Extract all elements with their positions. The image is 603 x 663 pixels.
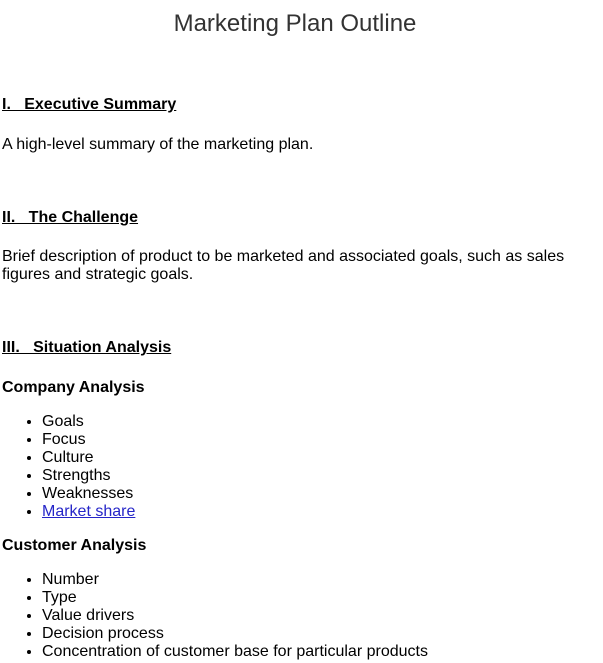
list-item: • Focus <box>42 431 135 449</box>
section-heading-the-challenge: II. The Challenge <box>2 209 139 226</box>
list-item: • Type <box>42 589 428 607</box>
subheading-customer-analysis: Customer Analysis <box>2 537 147 554</box>
list-item: • Strengths <box>42 467 135 485</box>
subheading-company-analysis: Company Analysis <box>2 379 145 396</box>
list-item <box>42 503 135 521</box>
customer-analysis-list <box>2 571 428 661</box>
section-heading-executive-summary: I. Executive Summary <box>2 96 177 113</box>
list-item: • Decision process <box>42 625 428 643</box>
the-challenge-text: Brief description of product to be marketed and associated goals, such as sales figures and strategic goals. <box>2 248 565 283</box>
company-analysis-list <box>2 413 135 521</box>
list-item: • Weaknesses <box>42 485 135 503</box>
section-heading-situation-analysis: III. Situation Analysis <box>2 339 172 356</box>
market-share-link[interactable]: Market share <box>42 503 136 520</box>
page-title: Marketing Plan Outline <box>173 10 417 37</box>
list-item: • Goals <box>42 413 135 431</box>
list-item: • Concentration of customer base for particular products <box>42 643 428 661</box>
executive-summary-text: A high-level summary of the marketing plan. <box>2 136 314 153</box>
list-item: • Culture <box>42 449 135 467</box>
list-item: • Number <box>42 571 428 589</box>
list-item: • Value drivers <box>42 607 428 625</box>
